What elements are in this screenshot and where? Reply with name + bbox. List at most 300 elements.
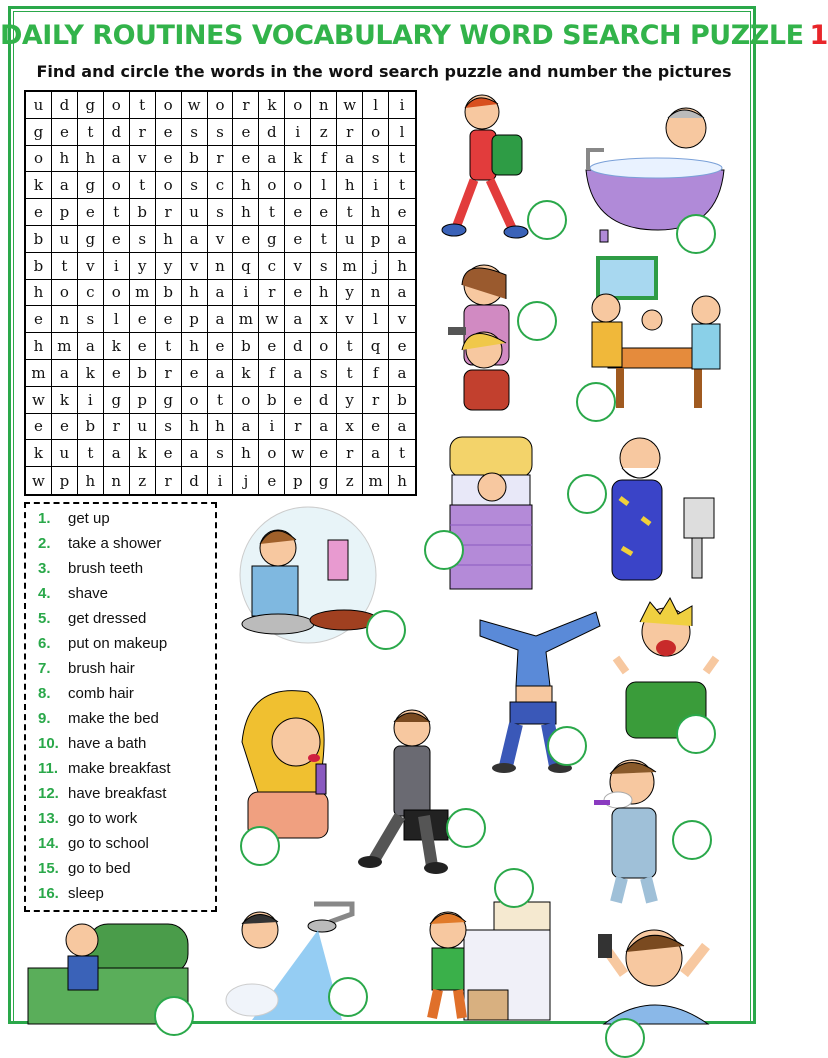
word-list-item — [38, 785, 215, 810]
grid-letter[interactable]: r — [337, 119, 363, 146]
grid-letter[interactable]: e — [208, 333, 234, 360]
word-number: 9. — [38, 710, 51, 727]
grid-letter[interactable]: a — [233, 414, 259, 441]
grid-letter[interactable]: a — [78, 333, 104, 360]
grid-letter[interactable]: k — [233, 360, 259, 387]
grid-letter[interactable]: e — [259, 333, 285, 360]
grid-letter[interactable]: w — [337, 92, 363, 119]
grid-letter[interactable]: t — [389, 172, 415, 199]
grid-letter[interactable]: g — [78, 172, 104, 199]
grid-letter[interactable]: b — [130, 360, 156, 387]
word-list-item — [38, 585, 215, 610]
grid-letter[interactable]: h — [389, 253, 415, 280]
grid-letter[interactable]: e — [130, 333, 156, 360]
grid-letter[interactable]: h — [311, 280, 337, 307]
grid-letter[interactable]: r — [156, 467, 182, 494]
grid-letter[interactable]: b — [26, 226, 52, 253]
grid-letter[interactable]: a — [52, 360, 78, 387]
man-combing-hair-picture — [584, 916, 724, 1024]
grid-letter[interactable]: w — [26, 387, 52, 414]
grid-letter[interactable]: g — [259, 226, 285, 253]
grid-letter[interactable]: a — [311, 414, 337, 441]
grid-letter[interactable]: k — [52, 387, 78, 414]
grid-letter[interactable]: h — [208, 414, 234, 441]
word-text: sleep — [68, 885, 104, 902]
grid-letter[interactable]: i — [208, 467, 234, 494]
grid-letter[interactable]: a — [389, 280, 415, 307]
word-list-item — [38, 560, 215, 585]
grid-letter[interactable]: e — [389, 199, 415, 226]
grid-letter[interactable]: b — [389, 387, 415, 414]
grid-letter[interactable]: e — [104, 360, 130, 387]
grid-letter[interactable]: r — [156, 360, 182, 387]
grid-letter[interactable]: r — [259, 280, 285, 307]
word-text: brush teeth — [68, 560, 144, 577]
grid-letter[interactable]: h — [78, 146, 104, 173]
word-text: go to work — [68, 810, 138, 827]
grid-letter[interactable]: o — [208, 92, 234, 119]
grid-letter[interactable]: m — [130, 280, 156, 307]
grid-letter[interactable]: l — [311, 172, 337, 199]
grid-letter[interactable]: n — [208, 253, 234, 280]
word-text: make the bed — [68, 710, 159, 727]
grid-letter[interactable]: r — [363, 387, 389, 414]
child-sleeping-picture — [446, 435, 536, 593]
word-list-item — [38, 885, 215, 910]
grid-letter[interactable]: d — [182, 467, 208, 494]
grid-letter[interactable]: z — [130, 467, 156, 494]
grid-letter[interactable]: o — [182, 387, 208, 414]
grid-letter[interactable]: p — [52, 467, 78, 494]
grid-letter[interactable]: e — [285, 199, 311, 226]
answer-circle[interactable] — [672, 820, 712, 860]
grid-letter[interactable]: l — [104, 306, 130, 333]
grid-letter[interactable]: b — [78, 414, 104, 441]
grid-letter[interactable]: o — [52, 280, 78, 307]
grid-letter[interactable]: q — [363, 333, 389, 360]
grid-letter[interactable]: w — [26, 467, 52, 494]
grid-letter[interactable]: d — [259, 119, 285, 146]
grid-letter[interactable]: f — [311, 146, 337, 173]
grid-letter[interactable]: o — [156, 92, 182, 119]
grid-letter[interactable]: v — [337, 306, 363, 333]
word-text: go to bed — [68, 860, 131, 877]
grid-letter[interactable]: b — [182, 146, 208, 173]
grid-letter[interactable]: d — [52, 92, 78, 119]
grid-letter[interactable]: e — [233, 226, 259, 253]
grid-letter[interactable]: h — [363, 199, 389, 226]
grid-letter[interactable]: h — [233, 199, 259, 226]
answer-circle[interactable] — [576, 382, 616, 422]
grid-letter[interactable]: c — [208, 172, 234, 199]
grid-letter[interactable]: a — [389, 360, 415, 387]
word-text: shave — [68, 585, 109, 602]
grid-letter[interactable]: t — [337, 199, 363, 226]
grid-letter[interactable]: h — [52, 146, 78, 173]
grid-letter[interactable]: r — [233, 92, 259, 119]
title-text: DAILY ROUTINES VOCABULARY WORD SEARCH PUZZLE — [0, 20, 804, 51]
grid-letter[interactable]: e — [259, 467, 285, 494]
word-list-item — [38, 635, 215, 660]
grid-letter[interactable]: u — [337, 226, 363, 253]
grid-letter[interactable]: e — [285, 387, 311, 414]
grid-letter[interactable]: a — [285, 360, 311, 387]
word-list-item — [38, 685, 215, 710]
grid-letter[interactable]: e — [52, 119, 78, 146]
grid-letter[interactable]: i — [389, 92, 415, 119]
grid-letter[interactable]: a — [363, 440, 389, 467]
grid-letter[interactable]: u — [26, 92, 52, 119]
grid-letter[interactable]: r — [208, 146, 234, 173]
grid-letter[interactable]: h — [182, 333, 208, 360]
answer-circle[interactable] — [328, 977, 368, 1017]
word-list-item — [38, 710, 215, 735]
word-text: get up — [68, 510, 110, 527]
word-list-item — [38, 735, 215, 760]
grid-letter[interactable]: i — [363, 172, 389, 199]
grid-letter[interactable]: e — [26, 199, 52, 226]
grid-letter[interactable]: l — [363, 306, 389, 333]
grid-letter[interactable]: t — [337, 360, 363, 387]
grid-letter[interactable]: t — [337, 333, 363, 360]
grid-letter[interactable]: o — [259, 440, 285, 467]
grid-letter[interactable]: p — [182, 306, 208, 333]
grid-letter[interactable]: i — [233, 280, 259, 307]
word-text: put on makeup — [68, 635, 168, 652]
grid-letter[interactable]: u — [130, 414, 156, 441]
grid-letter[interactable]: k — [26, 172, 52, 199]
word-number: 1. — [38, 510, 51, 527]
grid-letter[interactable]: b — [130, 199, 156, 226]
grid-letter[interactable]: r — [285, 414, 311, 441]
grid-letter[interactable]: o — [104, 280, 130, 307]
grid-letter[interactable]: w — [182, 92, 208, 119]
grid-letter[interactable]: e — [285, 226, 311, 253]
grid-letter[interactable]: n — [52, 306, 78, 333]
grid-letter[interactable]: u — [52, 226, 78, 253]
word-text: go to school — [68, 835, 149, 852]
title-number: 1 — [809, 20, 828, 51]
man-making-breakfast-picture — [238, 500, 378, 650]
grid-letter[interactable]: a — [52, 172, 78, 199]
word-number: 3. — [38, 560, 51, 577]
man-shaving-picture — [592, 428, 718, 588]
grid-letter[interactable]: h — [233, 172, 259, 199]
grid-letter[interactable]: e — [104, 226, 130, 253]
word-list-item — [38, 660, 215, 685]
grid-letter[interactable]: h — [397, 471, 407, 490]
grid-letter[interactable]: w — [285, 440, 311, 467]
grid-letter[interactable]: u — [52, 440, 78, 467]
grid-letter[interactable]: o — [233, 387, 259, 414]
grid-letter[interactable]: w — [259, 306, 285, 333]
grid-letter[interactable]: c — [259, 253, 285, 280]
word-number: 5. — [38, 610, 51, 627]
grid-letter[interactable]: a — [259, 146, 285, 173]
grid-letter[interactable]: o — [104, 92, 130, 119]
grid-letter[interactable]: a — [208, 280, 234, 307]
grid-letter[interactable]: g — [104, 387, 130, 414]
grid-letter[interactable]: t — [78, 440, 104, 467]
grid-letter[interactable]: d — [311, 387, 337, 414]
word-text: get dressed — [68, 610, 147, 627]
grid-letter[interactable]: s — [182, 172, 208, 199]
grid-letter[interactable]: e — [156, 440, 182, 467]
grid-letter[interactable]: e — [156, 146, 182, 173]
page-title — [0, 20, 828, 51]
grid-letter[interactable]: a — [285, 306, 311, 333]
grid-letter[interactable]: e — [78, 199, 104, 226]
grid-letter[interactable]: o — [311, 333, 337, 360]
word-text: have breakfast — [68, 785, 167, 802]
grid-letter[interactable]: v — [208, 226, 234, 253]
grid-letter[interactable]: t — [208, 387, 234, 414]
grid-letter[interactable]: s — [363, 146, 389, 173]
grid-letter[interactable]: b — [259, 387, 285, 414]
grid-letter[interactable]: j — [363, 253, 389, 280]
grid-letter[interactable]: p — [363, 226, 389, 253]
grid-letter[interactable]: p — [130, 387, 156, 414]
grid-letter[interactable]: m — [363, 467, 389, 494]
grid-letter[interactable]: o — [104, 172, 130, 199]
word-list — [24, 502, 217, 912]
grid-letter[interactable]: t — [259, 199, 285, 226]
grid-letter[interactable]: e — [233, 146, 259, 173]
grid-letter[interactable]: a — [182, 440, 208, 467]
grid-letter[interactable]: u — [182, 199, 208, 226]
word-list-item — [38, 510, 215, 535]
grid-letter[interactable]: t — [389, 440, 415, 467]
man-brushing-teeth-picture — [588, 752, 678, 908]
grid-letter[interactable]: e — [130, 306, 156, 333]
word-text: brush hair — [68, 660, 135, 677]
grid-letter[interactable]: e — [233, 119, 259, 146]
grid-letter[interactable]: d — [104, 119, 130, 146]
grid-letter[interactable]: e — [285, 280, 311, 307]
grid-letter[interactable]: k — [259, 92, 285, 119]
grid-letter[interactable]: s — [311, 360, 337, 387]
grid-letter[interactable]: k — [104, 333, 130, 360]
answer-circle[interactable] — [154, 996, 194, 1036]
grid-letter[interactable]: z — [311, 119, 337, 146]
grid-letter[interactable]: o — [259, 172, 285, 199]
grid-letter[interactable]: x — [337, 414, 363, 441]
answer-circle[interactable] — [567, 474, 607, 514]
word-number: 7. — [38, 660, 51, 677]
grid-letter[interactable]: x — [311, 306, 337, 333]
grid-letter[interactable]: e — [156, 306, 182, 333]
boy-going-to-bed-picture — [404, 900, 554, 1024]
answer-circle[interactable] — [676, 214, 716, 254]
woman-putting-on-makeup-picture — [238, 682, 338, 842]
answer-circle[interactable] — [240, 826, 280, 866]
grid-letter[interactable]: k — [78, 360, 104, 387]
word-number: 8. — [38, 685, 51, 702]
grid-letter[interactable]: y — [156, 253, 182, 280]
grid-letter[interactable]: l — [363, 92, 389, 119]
grid-letter[interactable]: k — [26, 440, 52, 467]
word-list-item — [38, 610, 215, 635]
grid-letter[interactable]: a — [208, 360, 234, 387]
grid-letter[interactable]: s — [208, 199, 234, 226]
grid-letter[interactable]: e — [389, 333, 415, 360]
answer-circle[interactable] — [517, 301, 557, 341]
grid-letter[interactable]: e — [156, 119, 182, 146]
grid-letter[interactable]: y — [130, 253, 156, 280]
brushing-hair-picture — [434, 255, 534, 415]
grid-letter[interactable]: m — [337, 253, 363, 280]
grid-letter[interactable]: h — [233, 440, 259, 467]
word-number: 16. — [38, 885, 59, 902]
grid-letter[interactable]: v — [182, 253, 208, 280]
word-number: 14. — [38, 835, 59, 852]
grid-letter[interactable]: a — [104, 146, 130, 173]
grid-letter[interactable]: s — [311, 253, 337, 280]
grid-letter[interactable]: n — [311, 92, 337, 119]
grid-letter[interactable]: p — [285, 467, 311, 494]
grid-letter[interactable]: r — [156, 199, 182, 226]
grid-letter[interactable]: a — [389, 414, 415, 441]
grid-letter[interactable]: a — [104, 440, 130, 467]
grid-letter[interactable]: a — [337, 146, 363, 173]
grid-letter[interactable]: h — [26, 280, 52, 307]
grid-letter[interactable]: s — [208, 119, 234, 146]
answer-circle[interactable] — [366, 610, 406, 650]
grid-letter[interactable]: i — [259, 414, 285, 441]
grid-letter[interactable]: h — [156, 226, 182, 253]
grid-letter[interactable]: c — [78, 280, 104, 307]
grid-letter[interactable]: f — [363, 360, 389, 387]
grid-letter[interactable]: g — [26, 119, 52, 146]
grid-letter[interactable]: m — [52, 333, 78, 360]
grid-letter[interactable]: t — [389, 146, 415, 173]
grid-letter[interactable]: k — [130, 440, 156, 467]
boy-going-to-school-picture — [432, 90, 542, 245]
word-text: make breakfast — [68, 760, 171, 777]
grid-letter[interactable]: g — [78, 92, 104, 119]
word-text: comb hair — [68, 685, 134, 702]
grid-letter[interactable]: m — [26, 360, 52, 387]
grid-letter[interactable]: y — [337, 280, 363, 307]
grid-letter[interactable]: f — [259, 360, 285, 387]
answer-circle[interactable] — [424, 530, 464, 570]
grid-letter[interactable]: h — [182, 280, 208, 307]
word-search-grid[interactable] — [24, 90, 417, 496]
grid-letter[interactable]: j — [233, 467, 259, 494]
grid-letter[interactable]: t — [52, 253, 78, 280]
grid-letter[interactable]: o — [156, 172, 182, 199]
answer-circle[interactable] — [527, 200, 567, 240]
word-text: take a shower — [68, 535, 162, 552]
grid-letter[interactable]: t — [104, 199, 130, 226]
grid-letter[interactable]: g — [156, 387, 182, 414]
instructions: Find and circle the words in the word search puzzle and number the pictures — [36, 62, 732, 81]
grid-letter[interactable]: o — [285, 92, 311, 119]
grid-letter[interactable]: p — [52, 199, 78, 226]
answer-circle[interactable] — [446, 808, 486, 848]
grid-letter[interactable]: e — [311, 440, 337, 467]
grid-letter[interactable]: v — [130, 146, 156, 173]
grid-letter[interactable]: m — [233, 306, 259, 333]
grid-letter[interactable]: t — [78, 119, 104, 146]
grid-letter[interactable]: a — [389, 226, 415, 253]
grid-letter[interactable]: r — [130, 119, 156, 146]
grid-letter[interactable]: o — [285, 172, 311, 199]
grid-letter[interactable]: i — [78, 387, 104, 414]
grid-letter[interactable]: k — [285, 146, 311, 173]
grid-letter[interactable]: e — [26, 414, 52, 441]
grid-letter[interactable]: d — [285, 333, 311, 360]
word-list-item — [38, 760, 215, 785]
grid-letter[interactable]: t — [130, 92, 156, 119]
grid-letter[interactable]: i — [285, 119, 311, 146]
grid-letter[interactable]: h — [78, 467, 104, 494]
grid-letter[interactable]: h — [337, 172, 363, 199]
grid-letter[interactable]: r — [337, 440, 363, 467]
grid-letter[interactable]: e — [311, 199, 337, 226]
grid-letter[interactable]: g — [311, 467, 337, 494]
grid-letter[interactable]: s — [156, 414, 182, 441]
word-list-item — [38, 860, 215, 885]
grid-letter[interactable]: y — [337, 387, 363, 414]
word-number: 10. — [38, 735, 59, 752]
grid-letter[interactable]: s — [78, 306, 104, 333]
word-number: 12. — [38, 785, 59, 802]
grid-letter[interactable]: h — [182, 414, 208, 441]
grid-letter[interactable]: v — [285, 253, 311, 280]
grid-letter[interactable]: g — [78, 226, 104, 253]
man-going-to-work-picture — [354, 700, 454, 878]
grid-letter[interactable]: z — [337, 467, 363, 494]
grid-letter[interactable]: t — [156, 333, 182, 360]
grid-letter[interactable]: v — [389, 306, 415, 333]
grid-letter[interactable]: b — [156, 280, 182, 307]
grid-letter[interactable]: o — [26, 146, 52, 173]
grid-letter[interactable]: i — [104, 253, 130, 280]
answer-circle[interactable] — [494, 868, 534, 908]
grid-letter[interactable]: a — [182, 226, 208, 253]
grid-letter[interactable]: s — [130, 226, 156, 253]
grid-letter[interactable]: t — [311, 226, 337, 253]
grid-letter[interactable]: b — [233, 333, 259, 360]
answer-circle[interactable] — [605, 1018, 645, 1058]
grid-letter[interactable]: b — [26, 253, 52, 280]
grid-letter[interactable]: e — [182, 360, 208, 387]
grid-letter[interactable]: h — [26, 333, 52, 360]
grid-letter[interactable]: s — [208, 440, 234, 467]
grid-letter[interactable]: e — [363, 414, 389, 441]
grid-letter[interactable]: a — [208, 306, 234, 333]
answer-circle[interactable] — [676, 714, 716, 754]
grid-letter[interactable]: t — [130, 172, 156, 199]
answer-circle[interactable] — [547, 726, 587, 766]
grid-letter[interactable]: l — [389, 119, 415, 146]
word-number: 4. — [38, 585, 51, 602]
grid-letter[interactable]: n — [104, 467, 130, 494]
grid-letter[interactable]: s — [182, 119, 208, 146]
grid-letter[interactable]: r — [104, 414, 130, 441]
grid-letter[interactable]: e — [26, 306, 52, 333]
grid-letter[interactable]: e — [52, 414, 78, 441]
word-number: 6. — [38, 635, 51, 652]
grid-letter[interactable]: o — [363, 119, 389, 146]
word-number: 2. — [38, 535, 51, 552]
word-list-item — [38, 810, 215, 835]
grid-letter[interactable]: q — [233, 253, 259, 280]
word-list-item — [38, 835, 215, 860]
grid-letter[interactable]: n — [363, 280, 389, 307]
grid-letter[interactable]: v — [78, 253, 104, 280]
